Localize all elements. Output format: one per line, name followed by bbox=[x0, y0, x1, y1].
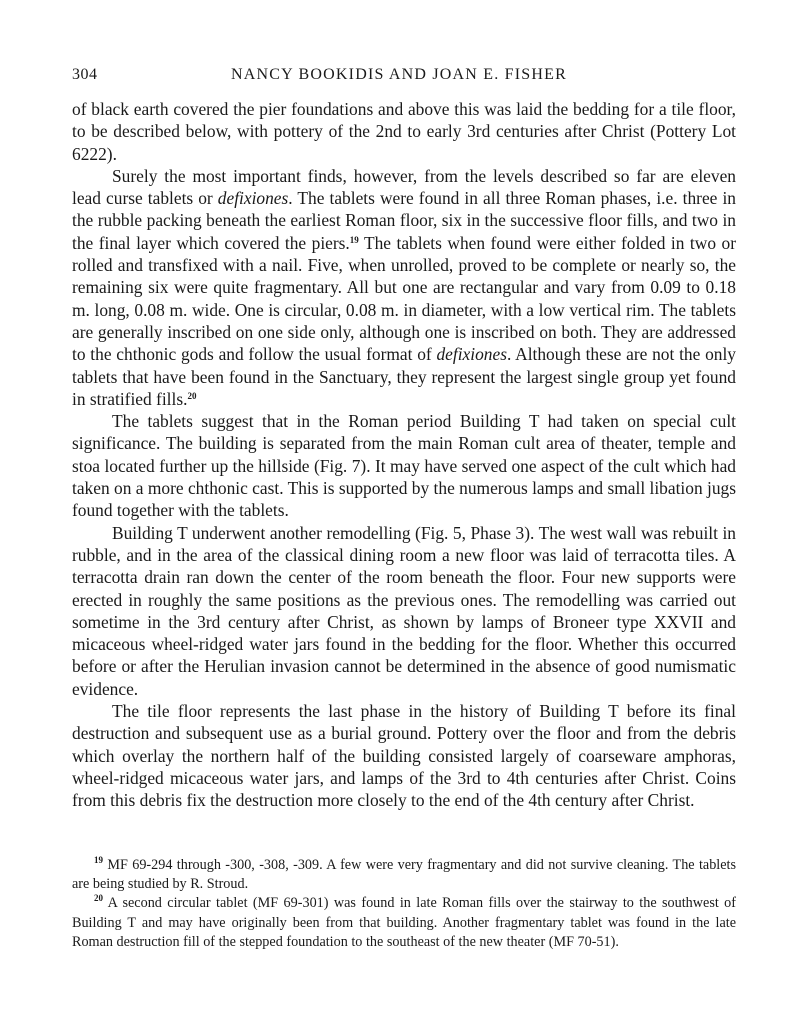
footnote-ref-20[interactable]: 20 bbox=[187, 390, 197, 401]
paragraph-tile-floor: The tile floor represents the last phase in the history of Building T before its final destruction and subsequent use as a burial ground. Pottery over the floor and from the debris which overlay the northern half of the building consisted largely of coarseware amphoras, wheel-ridged micaceous water jars, and lamps of the 3rd to 4th centuries after Christ. Coins from this debris fix the destruction more closely to the end of the 4th century after Christ. bbox=[72, 701, 736, 811]
paragraph-continuation: of black earth covered the pier foundations and above this was laid the bedding for a tile floor, to be described below, with pottery of the 2nd to early 3rd centuries after Christ (Pottery Lot 6222). bbox=[72, 99, 736, 164]
running-head: NANCY BOOKIDIS AND JOAN E. FISHER bbox=[231, 66, 567, 83]
paragraph-curse-tablets: Surely the most important finds, however, from the levels described so far are eleven lead curse tablets or defixiones. The tablets were found in all three Roman phases, i.e. three in the rubble packing beneath the earliest Roman floor, six in the successive floor fills, and two in the final layer which covered the piers.$^{19}$ The tablets when found were either folded in two or rolled and transfixed with a nail. Five, when unrolled, proved to be complete or nearly so, the remaining six were quite fragmentary. All but one are rectangular and vary from 0.09 to 0.18 m. long, 0.08 m. wide. One is circular, 0.08 m. in diameter, with a low vertical rim. The tablets are generally inscribed on one side only, although one is inscribed on both. They are addressed to the chthonic gods and follow the usual format of defixiones. Although these are not the only tablets that have been found in the Sanctuary, they represent the largest single group yet found in stratified fills.$^{20}$ bbox=[72, 165, 736, 409]
footnote-20: $^{20}$ A second circular tablet (MF 69-301) was found in late Roman fills over the stairway to the southwest of Building T and may have originally been from that building. Another fragmentary tablet was found in the late Roman destruction fill of the stepped foundation to the southeast of the new theater (MF 70-51). bbox=[72, 893, 736, 950]
footnotes bbox=[72, 856, 736, 952]
main-text bbox=[72, 98, 736, 812]
footnote-ref-19[interactable]: 19 bbox=[349, 234, 359, 245]
page-number: 304 bbox=[72, 66, 98, 83]
paragraph-cult-significance: The tablets suggest that in the Roman period Building T had taken on special cult significance. The building is separated from the main Roman cult area of theater, temple and stoa located further up the hillside (Fig. 7). It may have served one aspect of the cult which had taken on a more chthonic cast. This is supported by the numerous lamps and small libation jugs found together with the tablets. bbox=[72, 411, 736, 521]
footnote-19: $^{19}$ MF 69-294 through -300, -308, -309. A few were very fragmentary and did not survive cleaning. The tablets are being studied by R. Stroud. bbox=[72, 855, 736, 893]
paragraph-remodelling: Building T underwent another remodelling (Fig. 5, Phase 3). The west wall was rebuilt in rubble, and in the area of the classical dining room a new floor was laid of terracotta tiles. A terracotta drain ran down the center of the room beneath the floor. Four new supports were erected in roughly the same positions as the previous ones. The remodelling was carried out sometime in the 3rd century after Christ, as shown by lamps of Broneer type XXVII and micaceous wheel-ridged water jars found in the bedding for the floor. Whether this occurred before or after the Herulian invasion cannot be determined in the absence of good numismatic evidence. bbox=[72, 522, 736, 699]
